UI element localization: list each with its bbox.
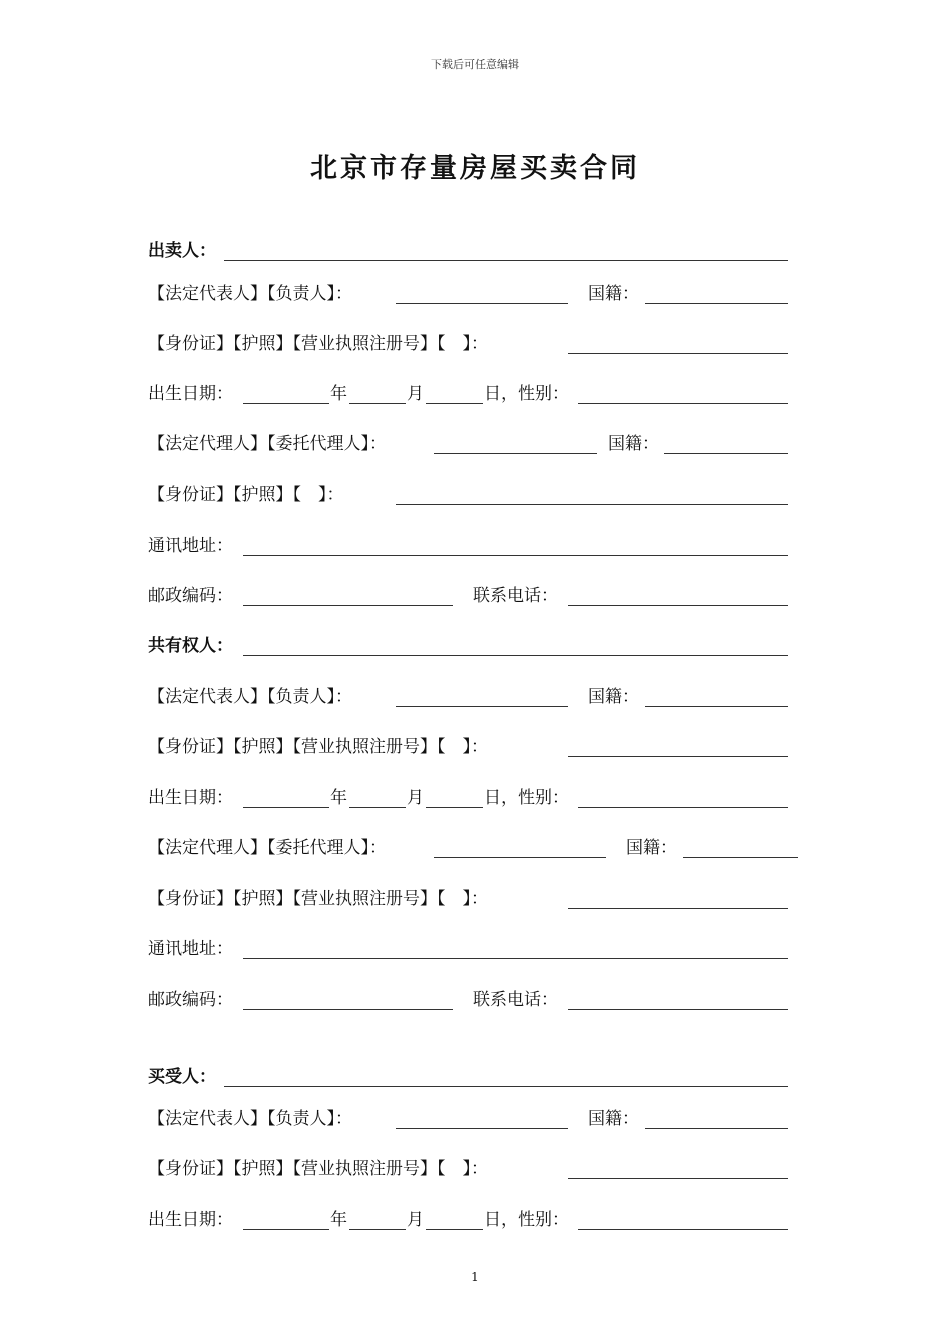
nationality-label: 国籍： <box>588 284 639 304</box>
phone-label: 联系电话： <box>473 990 558 1010</box>
day-gender-label: 日，性别： <box>484 384 569 404</box>
co-owner-name-field[interactable] <box>243 655 788 656</box>
day-gender-label: 日，性别： <box>484 1210 569 1230</box>
birth-day-field[interactable] <box>426 807 483 808</box>
agent-label: 【法定代理人】【委托代理人】： <box>148 838 386 858</box>
legal-rep-field[interactable] <box>396 1128 568 1129</box>
birth-year-field[interactable] <box>243 403 329 404</box>
agent-id-field[interactable] <box>568 908 788 909</box>
birth-year-field[interactable] <box>243 807 329 808</box>
birth-day-field[interactable] <box>426 403 483 404</box>
agent-label: 【法定代理人】【委托代理人】： <box>148 434 386 454</box>
id-type-label: 【身份证】【护照】【营业执照注册号】【 】： <box>148 737 488 757</box>
phone-label: 联系电话： <box>473 586 558 606</box>
co-owner-label: 共有权人： <box>148 636 233 656</box>
id-type-label: 【身份证】【护照】【营业执照注册号】【 】： <box>148 334 488 354</box>
birth-date-label: 出生日期： <box>148 788 233 808</box>
page-header: 下载后可任意编辑 <box>431 58 519 71</box>
month-label: 月 <box>407 1210 424 1230</box>
legal-rep-label: 【法定代表人】【负责人】： <box>148 1109 352 1129</box>
birth-date-label: 出生日期： <box>148 384 233 404</box>
nationality-field[interactable] <box>645 303 788 304</box>
postcode-field[interactable] <box>243 605 453 606</box>
nationality-label: 国籍： <box>588 687 639 707</box>
nationality-label: 国籍： <box>608 434 659 454</box>
birth-date-label: 出生日期： <box>148 1210 233 1230</box>
phone-field[interactable] <box>568 605 788 606</box>
postcode-label: 邮政编码： <box>148 586 233 606</box>
nationality-label: 国籍： <box>626 838 677 858</box>
gender-field[interactable] <box>578 807 788 808</box>
birth-month-field[interactable] <box>349 1229 406 1230</box>
buyer-label: 买受人： <box>148 1067 216 1087</box>
birth-day-field[interactable] <box>426 1229 483 1230</box>
nationality-field[interactable] <box>645 1128 788 1129</box>
id-number-field[interactable] <box>568 353 788 354</box>
address-label: 通讯地址： <box>148 536 233 556</box>
agent-field[interactable] <box>434 857 606 858</box>
legal-rep-label: 【法定代表人】【负责人】： <box>148 687 352 707</box>
id-type-label: 【身份证】【护照】【 】： <box>148 485 344 505</box>
id-number-field[interactable] <box>568 756 788 757</box>
seller-label: 出卖人： <box>148 241 216 261</box>
nationality-field[interactable] <box>645 706 788 707</box>
postcode-label: 邮政编码： <box>148 990 233 1010</box>
year-label: 年 <box>330 384 347 404</box>
address-field[interactable] <box>243 555 788 556</box>
year-label: 年 <box>330 1210 347 1230</box>
agent-field[interactable] <box>434 453 597 454</box>
id-type-label: 【身份证】【护照】【营业执照注册号】【 】： <box>148 889 488 909</box>
legal-rep-label: 【法定代表人】【负责人】： <box>148 284 352 304</box>
id-number-field[interactable] <box>568 1178 788 1179</box>
seller-name-field[interactable] <box>224 260 788 261</box>
birth-year-field[interactable] <box>243 1229 329 1230</box>
address-label: 通讯地址： <box>148 939 233 959</box>
legal-rep-field[interactable] <box>396 706 568 707</box>
birth-month-field[interactable] <box>349 403 406 404</box>
agent-id-field[interactable] <box>396 504 788 505</box>
address-field[interactable] <box>243 958 788 959</box>
birth-month-field[interactable] <box>349 807 406 808</box>
month-label: 月 <box>407 788 424 808</box>
buyer-name-field[interactable] <box>224 1086 788 1087</box>
legal-rep-field[interactable] <box>396 303 568 304</box>
month-label: 月 <box>407 384 424 404</box>
page-number: 1 <box>471 1270 479 1284</box>
contract-title: 北京市存量房屋买卖合同 <box>310 153 640 184</box>
id-type-label: 【身份证】【护照】【营业执照注册号】【 】： <box>148 1159 488 1179</box>
phone-field[interactable] <box>568 1009 788 1010</box>
agent-nationality-field[interactable] <box>683 857 798 858</box>
day-gender-label: 日，性别： <box>484 788 569 808</box>
gender-field[interactable] <box>578 403 788 404</box>
postcode-field[interactable] <box>243 1009 453 1010</box>
agent-nationality-field[interactable] <box>664 453 788 454</box>
nationality-label: 国籍： <box>588 1109 639 1129</box>
gender-field[interactable] <box>578 1229 788 1230</box>
year-label: 年 <box>330 788 347 808</box>
